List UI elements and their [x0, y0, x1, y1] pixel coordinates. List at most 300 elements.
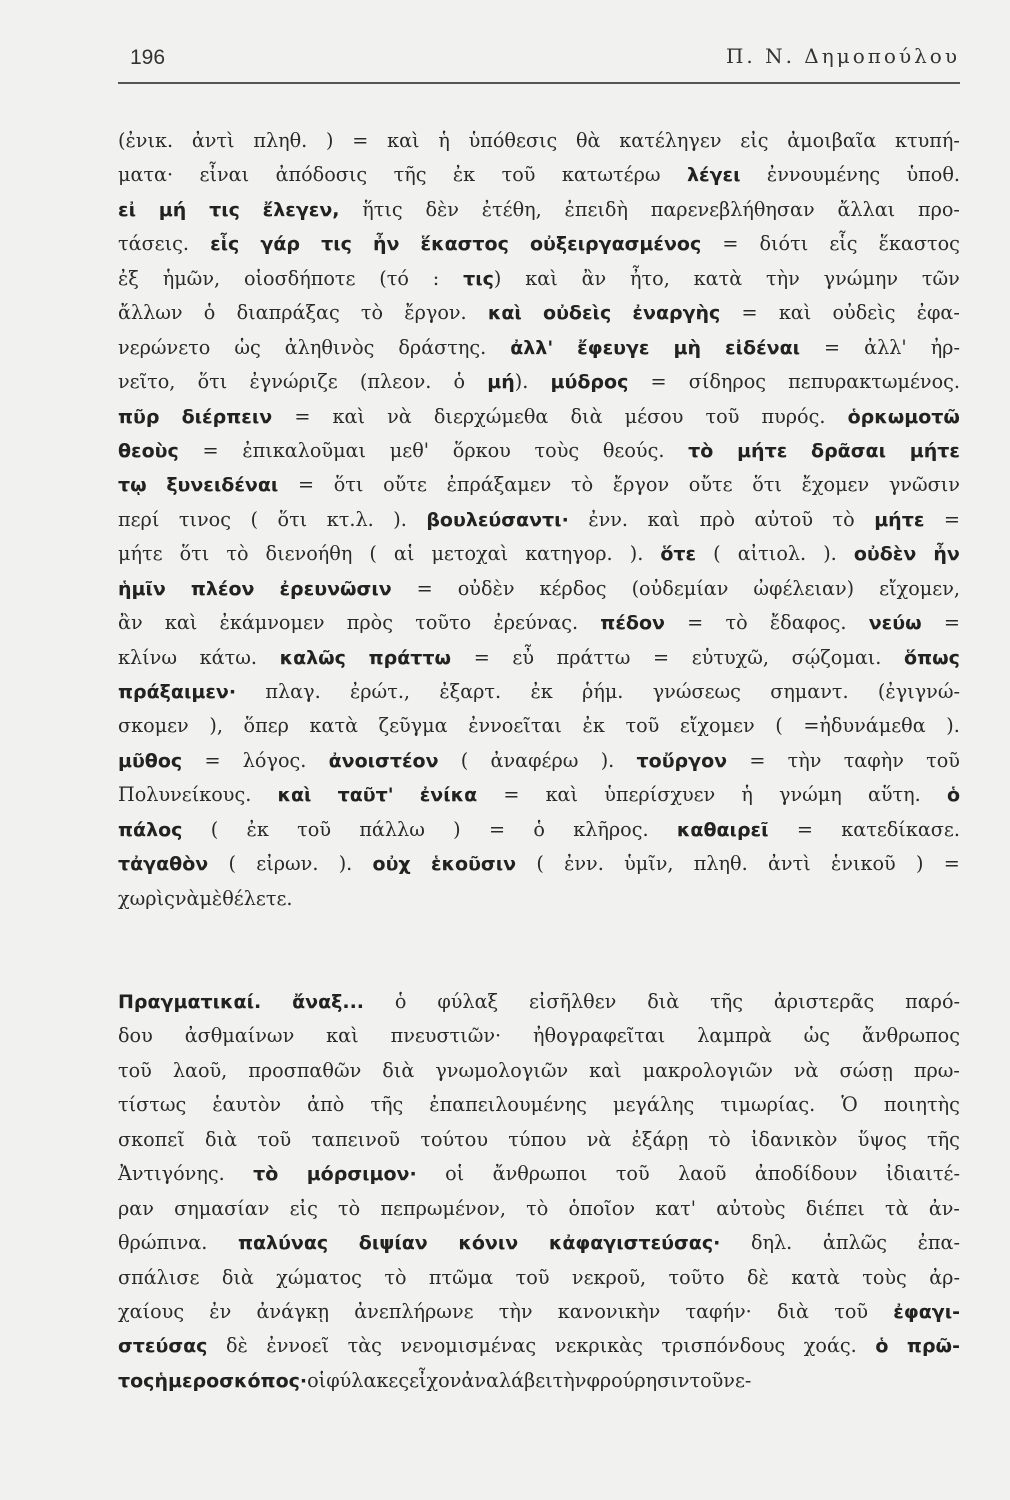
- word: τὰ: [885, 1196, 909, 1220]
- word: οὐδὲν: [457, 576, 515, 600]
- word: παρό-: [905, 990, 960, 1013]
- commentary-block-2: [118, 985, 960, 1398]
- word: ἁπλῶς: [822, 1231, 888, 1255]
- text-line: [118, 1329, 960, 1363]
- word: εἴχομεν,: [879, 576, 960, 600]
- word: σημαντ.: [770, 680, 849, 703]
- word: =: [943, 611, 960, 635]
- word: τοῦτο: [415, 611, 472, 635]
- word: ἔργον: [612, 473, 670, 497]
- word: ἐκ: [452, 163, 476, 187]
- word: εἶναι: [199, 163, 250, 187]
- word: =: [943, 852, 960, 876]
- word: ἐξ: [118, 266, 139, 290]
- word: ἐφα-: [916, 301, 960, 325]
- word: ἄλλων: [118, 301, 183, 325]
- word: =: [650, 370, 667, 394]
- word: ἰδανικὸν: [751, 1127, 838, 1151]
- word: ἀν-: [928, 1196, 960, 1220]
- word: κατωτέρω: [561, 163, 661, 187]
- word: κατέληγεν: [619, 129, 722, 152]
- word: ἔλεγεν,: [262, 198, 340, 221]
- page-header: [120, 44, 960, 78]
- word: ὅτι: [752, 473, 782, 497]
- word: λαοῦ,: [172, 1058, 228, 1082]
- text-line: [118, 262, 960, 296]
- word: πράττω: [556, 645, 631, 669]
- word: τὸ: [708, 1127, 731, 1151]
- word: τὸ: [360, 301, 384, 325]
- word: πρὸς: [346, 611, 393, 635]
- word: =: [653, 645, 670, 669]
- word: νε-: [723, 1368, 752, 1392]
- word: κανονικὴν: [557, 1299, 661, 1323]
- word: =: [298, 473, 315, 497]
- word: πλαγ.: [265, 680, 321, 703]
- word: εἰς: [740, 129, 769, 152]
- word: =: [943, 507, 960, 531]
- word: καὶ: [778, 301, 812, 325]
- word: διὰ: [205, 1127, 238, 1151]
- running-head: Π. Ν. Δημοπούλου: [725, 44, 960, 68]
- word: (: [250, 507, 258, 531]
- word: τῆς: [393, 163, 427, 187]
- word: θεούς.: [602, 438, 665, 462]
- word: τοῦ: [297, 817, 331, 841]
- word: μακρολογιῶν: [642, 1058, 773, 1082]
- word: =: [824, 335, 841, 359]
- word: εὖ: [512, 645, 535, 669]
- word: ἐξαρτ.: [439, 680, 502, 703]
- word: τιμωρίας.: [720, 1093, 816, 1117]
- word: (: [228, 852, 236, 876]
- word: οὐξειργασμένος: [529, 233, 702, 256]
- word: τοῦ: [625, 714, 660, 738]
- word: εἷς: [210, 233, 240, 256]
- word: =: [488, 817, 506, 841]
- word: (οὐδεμίαν: [631, 576, 729, 600]
- word: καὶ: [589, 1058, 622, 1082]
- word: τῆς: [710, 990, 743, 1013]
- word: γνώσεως: [652, 680, 741, 703]
- word: καλῶς: [279, 646, 346, 669]
- word: Πολυνείκους.: [118, 783, 252, 807]
- word: τὸ: [526, 1196, 549, 1220]
- word: τοῦ: [515, 1265, 550, 1289]
- word: ἀσθμαίνων: [184, 1024, 295, 1048]
- text-line: [118, 1226, 960, 1260]
- word: ἐνίκα: [419, 784, 478, 807]
- word: (: [210, 817, 219, 841]
- word: κτυπή-: [895, 129, 960, 152]
- word: (: [369, 542, 377, 566]
- word: χαίους: [118, 1299, 185, 1323]
- word: πράττω: [368, 646, 452, 669]
- word: ἐνν.: [564, 852, 604, 876]
- word: πρῶ-: [906, 1335, 960, 1358]
- word: τοῦ: [501, 163, 536, 187]
- word: τοῦτο: [668, 1265, 725, 1289]
- word: ἀντὶ: [191, 129, 235, 152]
- word: ἐπράξαμεν: [446, 473, 552, 497]
- word: ἄνθρωποι: [492, 1162, 588, 1186]
- word: (: [713, 542, 721, 566]
- word: ἠρ-: [930, 335, 960, 359]
- word: ἐνν.: [588, 507, 629, 531]
- word: ): [326, 129, 334, 152]
- text-line: [118, 158, 960, 192]
- text-line: [118, 1088, 960, 1122]
- word: ζεῦγμα: [378, 714, 448, 738]
- word: λόγος.: [242, 748, 307, 772]
- word: (: [775, 714, 783, 738]
- word: =: [741, 301, 758, 325]
- word: τἀγαθὸν: [118, 853, 209, 876]
- word: διὰ: [570, 404, 603, 428]
- word: πεπρωμένον,: [380, 1196, 506, 1220]
- word: νεῖτο,: [118, 370, 176, 394]
- word: καὶ: [487, 302, 522, 325]
- word: ).: [393, 507, 407, 531]
- word: χώματος: [276, 1265, 362, 1289]
- word: ὡς: [803, 1024, 831, 1048]
- word: πεπυρακτωμένος.: [788, 370, 960, 394]
- word: ἄλλαι: [837, 197, 896, 221]
- word: ἀλλ': [510, 336, 554, 359]
- word: τὰς: [347, 1334, 382, 1358]
- word: ταφὴν: [843, 748, 904, 772]
- word: ὑποθ.: [906, 163, 960, 187]
- text-line: [118, 882, 960, 916]
- word: λαμπρὰ: [697, 1024, 772, 1048]
- word: ἡ: [438, 129, 450, 152]
- word: (ἐγιγνώ-: [877, 680, 960, 703]
- word: πάλος: [118, 818, 183, 841]
- word: τὸ: [226, 542, 249, 566]
- word: νὰ: [174, 886, 200, 910]
- word: ὁ: [946, 784, 960, 807]
- word: ἕκαστος: [420, 233, 509, 256]
- word: τὸ: [832, 507, 855, 531]
- word: ἦν: [372, 233, 400, 256]
- word: ).: [629, 542, 644, 566]
- word: διενοήθη: [265, 542, 353, 566]
- word: ἄναξ...: [292, 991, 365, 1013]
- word: ἐπαπειλουμένης: [429, 1093, 587, 1117]
- text-line: [118, 503, 960, 537]
- word: τοῦ: [705, 404, 740, 428]
- word: =: [416, 576, 433, 600]
- word: (: [536, 852, 544, 876]
- word: σίδηρος: [688, 370, 766, 394]
- text-line: [118, 744, 960, 778]
- word: (τό: [379, 266, 409, 290]
- word: παρενεβλήθησαν: [650, 197, 815, 221]
- word: διερχώμεθα: [433, 404, 549, 428]
- word: μήτε: [737, 439, 788, 462]
- word: καὶ: [164, 611, 198, 635]
- word: πῦρ: [118, 405, 160, 428]
- word: δράστης.: [398, 335, 487, 359]
- word: διὰ: [382, 1058, 415, 1082]
- word: σκομεν: [118, 714, 189, 738]
- word: πνευστιῶν·: [390, 1024, 502, 1048]
- word: τοὺς: [534, 438, 580, 462]
- word: ἀνεπλήρωνε: [354, 1299, 474, 1323]
- word: ἡμῶν,: [162, 266, 221, 290]
- word: ἐρώτ.,: [349, 680, 411, 703]
- word: ἡμῖν: [118, 577, 166, 600]
- word: νεκροῦ,: [571, 1265, 647, 1289]
- text-line: [118, 193, 960, 227]
- word: τοῦ: [257, 1127, 292, 1151]
- word: αἰτιολ.: [737, 542, 807, 566]
- word: θέλετε.: [222, 886, 293, 910]
- word: μεγάλης: [613, 1093, 695, 1117]
- word: μόρσιμον·: [306, 1163, 417, 1186]
- word: ἐπειδὴ: [564, 197, 628, 221]
- word: ἐγνώριζε: [249, 370, 338, 394]
- word: ὑμῖν,: [624, 852, 674, 876]
- word: ὅτε: [660, 543, 697, 566]
- word: ἐρευνῶσιν: [279, 577, 392, 600]
- word: ἐννοεῖται: [468, 714, 562, 738]
- word: ἔχομεν: [801, 473, 870, 497]
- word: παλύνας: [237, 1232, 329, 1255]
- word: πληθ.: [253, 129, 308, 152]
- word: =: [473, 645, 490, 669]
- word: φρούρησιν: [586, 1368, 690, 1392]
- word: ἥτις: [362, 197, 403, 221]
- word: τος: [118, 1369, 155, 1392]
- word: =: [722, 232, 739, 256]
- word: ἀπόδοσις: [275, 163, 368, 187]
- text-line: [118, 813, 960, 847]
- word: μήτε: [909, 439, 960, 462]
- word: ραν: [118, 1196, 154, 1220]
- word: γάρ: [260, 233, 300, 256]
- word: σώσῃ: [839, 1058, 893, 1082]
- word: ).: [823, 542, 837, 566]
- word: τὴν: [787, 748, 822, 772]
- text-line: [118, 675, 960, 709]
- word: μῦθος: [118, 749, 183, 772]
- word: ).: [338, 852, 353, 876]
- word: νεύω: [868, 612, 922, 635]
- word: λέγει: [686, 164, 741, 187]
- word: τούτου: [420, 1127, 488, 1151]
- word: ἀριστερᾶς: [773, 990, 875, 1013]
- word: προσπαθῶν: [248, 1058, 362, 1082]
- word: =: [749, 748, 766, 772]
- word: πάλλω: [359, 817, 425, 841]
- word: ὁ: [453, 370, 466, 394]
- word: διέρπειν: [181, 405, 273, 428]
- word: ἀντὶ: [767, 852, 811, 876]
- word: τοῦ: [118, 1058, 152, 1082]
- word: τῆς: [370, 1093, 404, 1117]
- word: μήτε: [118, 542, 163, 566]
- word: ὁ: [203, 301, 216, 325]
- word: =ἠδυνάμεθα: [803, 714, 926, 738]
- word: νενομισμένας: [400, 1334, 537, 1358]
- word: μύδρος: [550, 371, 629, 394]
- word: εἰς: [289, 1196, 318, 1220]
- word: φύλαξ: [437, 990, 499, 1013]
- word: κλίνω: [118, 645, 177, 669]
- word: εἰρων.: [256, 852, 319, 876]
- word: ἀλλ': [864, 335, 907, 359]
- word: αὐτοῦ: [754, 507, 813, 531]
- text-line: [118, 434, 960, 468]
- word: σῴζομαι.: [791, 645, 882, 669]
- word: σημασίαν: [174, 1196, 270, 1220]
- word: ταῦτ': [337, 784, 394, 807]
- word: εἰδέναι: [725, 336, 801, 359]
- word: οὐχ: [372, 853, 411, 876]
- word: Ἀντιγόνης.: [118, 1162, 225, 1186]
- text-line: [118, 468, 960, 502]
- word: ἐρεύνας.: [493, 611, 579, 635]
- word: οὔτε: [383, 473, 427, 497]
- word: κατὰ: [309, 714, 359, 738]
- word: τοὺς: [862, 1265, 907, 1289]
- word: :: [432, 266, 440, 290]
- word: ἀμοιβαῖα: [787, 129, 877, 152]
- word: ἐτέθη,: [481, 197, 542, 221]
- word: ἀνάγκῃ: [256, 1299, 329, 1323]
- word: ἐπικαλοῦμαι: [242, 438, 367, 462]
- word: οὐδεὶς: [832, 301, 896, 325]
- word: βουλεύσαντι·: [426, 508, 569, 531]
- text-line: [118, 778, 960, 812]
- word: ὅτι: [179, 542, 210, 566]
- word: ἦτο,: [630, 266, 670, 290]
- text-line: [118, 1364, 960, 1398]
- text-line: [118, 606, 960, 640]
- word: =: [202, 438, 219, 462]
- word: =: [294, 404, 311, 428]
- word: =: [687, 611, 704, 635]
- text-line: [118, 847, 960, 881]
- word: τὸ: [384, 1265, 407, 1289]
- word: ὁποῖον: [568, 1196, 635, 1220]
- word: τοῦ: [834, 1299, 869, 1323]
- word: ἐκάμνομεν: [219, 611, 325, 635]
- text-line: [118, 1123, 960, 1157]
- word: ἐννουμένης: [766, 163, 881, 187]
- word: τοῦ: [615, 1162, 650, 1186]
- word: στεύσας: [118, 1335, 208, 1358]
- word: καὶ: [647, 507, 681, 531]
- word: καὶ: [277, 784, 312, 807]
- word: εἰ: [118, 198, 136, 221]
- word: ταφήν·: [685, 1299, 752, 1323]
- word: μὴ: [673, 336, 702, 359]
- word: κάτω.: [199, 645, 257, 669]
- word: ὅπερ: [243, 714, 289, 738]
- word: καὶ: [545, 783, 579, 807]
- word: ποιητὴς: [883, 1093, 960, 1117]
- word: διὰ: [776, 1299, 810, 1323]
- word: τρισπόνδους: [661, 1334, 786, 1358]
- word: εἷς: [829, 232, 858, 256]
- word: τοῦ: [689, 1368, 724, 1392]
- word: πλέον: [190, 577, 255, 600]
- word: ἐν: [209, 1299, 232, 1323]
- word: ὑπόθεσις: [468, 129, 558, 152]
- word: δου: [118, 1024, 153, 1048]
- word: =: [503, 783, 520, 807]
- text-line: [118, 1192, 960, 1226]
- word: μεθ': [389, 438, 430, 462]
- word: κατ': [655, 1196, 697, 1220]
- word: ): [915, 852, 924, 876]
- word: ῥήμ.: [582, 680, 624, 703]
- word: τὴν: [498, 1299, 533, 1323]
- word: ὅτι: [333, 473, 364, 497]
- header-rule: [118, 82, 960, 84]
- word: κτ.λ.: [326, 507, 374, 531]
- word: δὲ: [746, 1265, 769, 1289]
- word: σπάλισε: [118, 1265, 200, 1289]
- word: τῆς: [927, 1127, 960, 1151]
- word: εἴχομεν: [679, 714, 755, 738]
- word: πέδον: [600, 612, 665, 635]
- word: νεκρικὰς: [554, 1334, 643, 1358]
- word: τὸ: [688, 439, 714, 462]
- page-number: 196: [130, 46, 166, 69]
- word: ἔργον.: [404, 301, 467, 325]
- word: καὶ: [387, 129, 420, 152]
- word: διέπει: [805, 1196, 865, 1220]
- word: τὸ: [338, 1196, 361, 1220]
- word: κἀφαγιστεύσας·: [548, 1232, 721, 1255]
- word: (: [460, 748, 469, 772]
- word: δὲ: [226, 1334, 248, 1358]
- word: ἀληθινὸς: [284, 335, 375, 359]
- word: τὸ: [725, 611, 748, 635]
- word: ἐξάρῃ: [631, 1127, 689, 1151]
- word: =: [204, 748, 221, 772]
- word: ἡμεροσκόπος·: [154, 1369, 308, 1392]
- word: ὅτι: [197, 370, 228, 394]
- word: ἐφαγι-: [893, 1300, 960, 1323]
- word: καθαιρεῖ: [676, 818, 769, 841]
- word: ἄνθρωπος: [861, 1024, 960, 1048]
- word: μή).: [487, 370, 529, 394]
- word: ἐπα-: [917, 1231, 960, 1255]
- word: θεοὺς: [118, 439, 179, 462]
- word: =: [352, 129, 369, 152]
- word: σκοπεῖ: [118, 1127, 185, 1151]
- word: ὅπως: [904, 646, 960, 669]
- word: οἱ: [307, 1368, 327, 1392]
- word: αὕτη.: [867, 783, 921, 807]
- word: ὕψος: [857, 1127, 907, 1151]
- word: οὐδεὶς: [543, 302, 612, 325]
- word: ὅρκου: [452, 438, 511, 462]
- word: οὐδὲν: [853, 543, 917, 566]
- text-line: [118, 365, 960, 399]
- text-line: [118, 1295, 960, 1329]
- word: ἂν: [581, 266, 607, 290]
- commentary-block-1: [118, 124, 960, 916]
- word: διὰ: [221, 1265, 254, 1289]
- word: ).: [600, 748, 615, 772]
- word: τοὔργον: [636, 749, 728, 772]
- word: διότι: [759, 232, 809, 256]
